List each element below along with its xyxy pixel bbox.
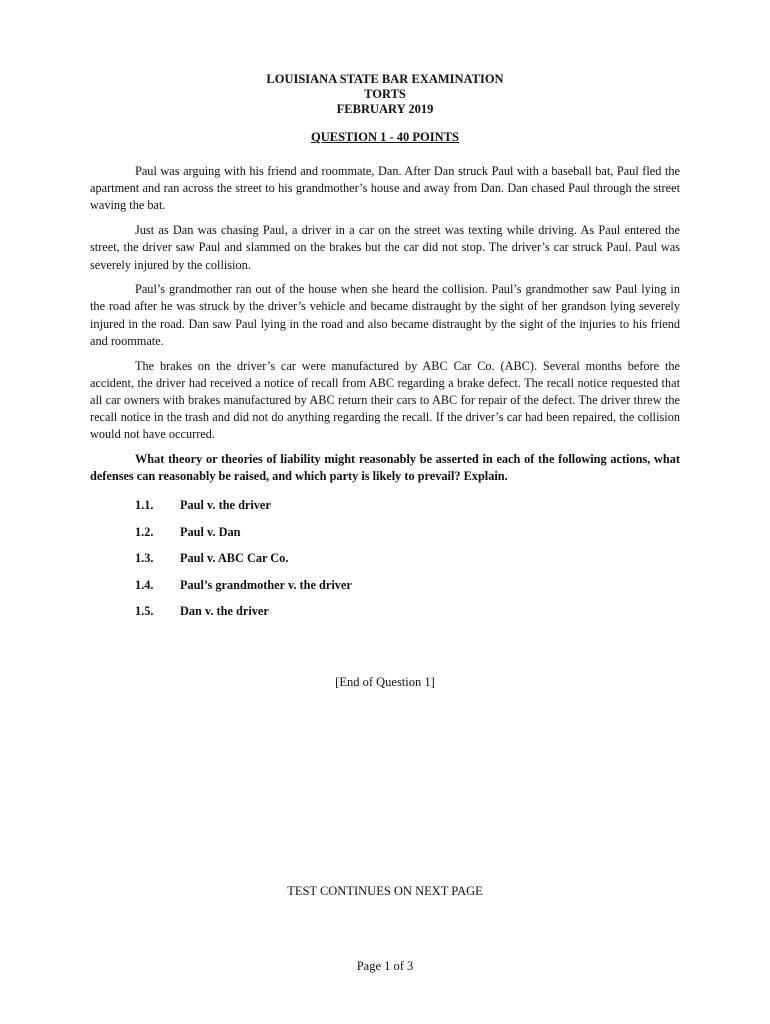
action-number: 1.4. <box>135 577 154 592</box>
end-of-question: [End of Question 1] <box>335 675 435 689</box>
fact-paragraph-2: Just as Dan was chasing Paul, a driver in a car on the street was texting while driving. As Paul entered the street, the driver saw Paul and slammed on the brakes but the car did not stop. The driver’s car struck Paul. Paul was severely injured by the collision. <box>90 223 680 272</box>
action-label: Dan v. the driver <box>180 604 269 619</box>
question-title: QUESTION 1 - 40 POINTS <box>311 130 459 144</box>
action-item-1-5 <box>90 603 680 630</box>
action-item-1-3 <box>90 550 680 577</box>
fact-paragraph-4: The brakes on the driver’s car were manufactured by ABC Car Co. (ABC). Several months before the accident, the driver had received a notice of recall from ABC regarding a brake defect. The recall notice requested that all car owners with brakes manufactured by ABC return their cars to ABC for repair of the defect. The driver threw the recall notice in the trash and did not do anything regarding the recall. If the driver’s car had been repaired, the collision would not have occurred. <box>90 358 680 442</box>
action-number: 1.3. <box>135 551 154 566</box>
question-body <box>90 163 680 630</box>
action-label: Paul v. ABC Car Co. <box>180 551 289 566</box>
page-number: Page 1 of 3 <box>356 959 414 973</box>
action-number: 1.5. <box>135 604 154 619</box>
fact-paragraph-3: Paul’s grandmother ran out of the house when she heard the collision. Paul’s grandmother saw Paul lying in the road after he was struck by the driver’s vehicle and became distraught by the sight of her grandson lying severely injured in the road. Dan saw Paul lying in the road and also became distraught by the sight of the injuries to his friend and roommate. <box>90 282 680 348</box>
action-list <box>90 497 680 630</box>
action-number: 1.2. <box>135 524 154 539</box>
action-item-1-1 <box>90 497 680 524</box>
action-number: 1.1. <box>135 498 154 513</box>
exam-title: LOUISIANA STATE BAR EXAMINATION <box>266 72 504 86</box>
continues-notice: TEST CONTINUES ON NEXT PAGE <box>287 884 483 898</box>
exam-subject: TORTS <box>364 87 406 101</box>
fact-paragraph-1: Paul was arguing with his friend and roommate, Dan. After Dan struck Paul with a baseball bat, Paul fled the apartment and ran across the street to his grandmother’s house and away from Dan. Dan chased Paul through the street waving the bat. <box>90 164 680 213</box>
action-label: Paul v. the driver <box>180 498 271 513</box>
action-item-1-4 <box>90 577 680 604</box>
action-label: Paul’s grandmother v. the driver <box>180 577 352 592</box>
exam-header <box>0 72 770 117</box>
action-item-1-2 <box>90 524 680 551</box>
exam-date: FEBRUARY 2019 <box>336 102 434 116</box>
question-prompt: What theory or theories of liability might reasonably be asserted in each of the following actions, what defenses can reasonably be raised, and which party is likely to prevail? Explain. <box>90 452 680 484</box>
action-label: Paul v. Dan <box>180 524 241 539</box>
